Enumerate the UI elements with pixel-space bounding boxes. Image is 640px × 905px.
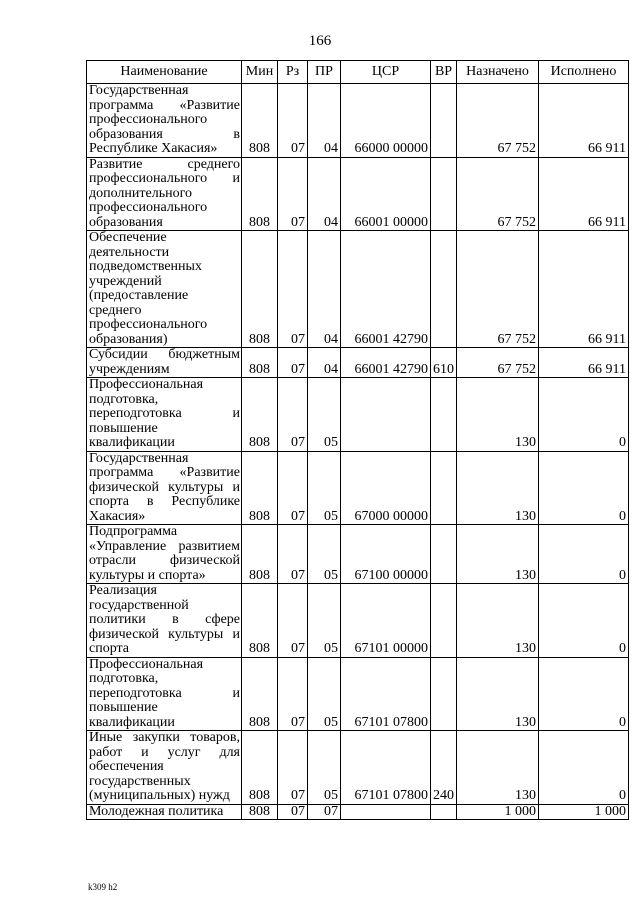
- row-executed: 0: [539, 451, 629, 525]
- row-rz: 07: [278, 804, 308, 820]
- row-min: 808: [242, 657, 278, 731]
- row-rz: 07: [278, 231, 308, 348]
- row-assigned: 67 752: [457, 348, 539, 378]
- row-name: Подпрограмма «Управление развитием отрасли физической культуры и спорта»: [87, 525, 242, 584]
- header-executed: Исполнено: [539, 61, 629, 84]
- row-assigned: 130: [457, 584, 539, 658]
- row-name: Государственная программа «Развитие профессионального образования в Республике Хакасия»: [87, 84, 242, 158]
- table-header-row: [87, 61, 629, 84]
- row-csr: 67101 00000: [341, 584, 431, 658]
- row-executed: 0: [539, 657, 629, 731]
- row-csr: [341, 378, 431, 452]
- row-min: 808: [242, 157, 278, 231]
- row-pr: 04: [308, 84, 341, 158]
- row-executed: 66 911: [539, 84, 629, 158]
- table-row: [87, 525, 629, 584]
- row-pr: 04: [308, 231, 341, 348]
- row-assigned: 67 752: [457, 84, 539, 158]
- row-pr: 04: [308, 157, 341, 231]
- row-min: 808: [242, 231, 278, 348]
- row-assigned: 67 752: [457, 157, 539, 231]
- row-min: 808: [242, 348, 278, 378]
- row-csr: 67101 07800: [341, 657, 431, 731]
- table-row: [87, 657, 629, 731]
- row-rz: 07: [278, 657, 308, 731]
- row-min: 808: [242, 584, 278, 658]
- row-vr: [431, 804, 457, 820]
- header-assigned: Назначено: [457, 61, 539, 84]
- row-executed: 0: [539, 378, 629, 452]
- row-vr: [431, 657, 457, 731]
- row-min: 808: [242, 451, 278, 525]
- row-executed: 0: [539, 584, 629, 658]
- row-rz: 07: [278, 378, 308, 452]
- row-csr: 67000 00000: [341, 451, 431, 525]
- budget-table: [86, 60, 629, 820]
- row-csr: 67101 07800: [341, 731, 431, 805]
- row-name: Субсидии бюджетным учреждениям: [87, 348, 242, 378]
- table-row: [87, 348, 629, 378]
- row-assigned: 130: [457, 731, 539, 805]
- row-rz: 07: [278, 451, 308, 525]
- row-pr: 05: [308, 451, 341, 525]
- header-min: Мин: [242, 61, 278, 84]
- row-vr: [431, 157, 457, 231]
- row-csr: 66001 42790: [341, 348, 431, 378]
- row-rz: 07: [278, 84, 308, 158]
- row-csr: 66001 00000: [341, 157, 431, 231]
- header-name: Наименование: [87, 61, 242, 84]
- row-pr: 05: [308, 657, 341, 731]
- row-assigned: 1 000: [457, 804, 539, 820]
- row-csr: 66001 42790: [341, 231, 431, 348]
- row-vr: 240: [431, 731, 457, 805]
- table-row: [87, 731, 629, 805]
- row-assigned: 130: [457, 451, 539, 525]
- row-rz: 07: [278, 731, 308, 805]
- row-vr: [431, 525, 457, 584]
- row-rz: 07: [278, 525, 308, 584]
- row-vr: [431, 584, 457, 658]
- row-name: Молодежная политика: [87, 804, 242, 820]
- row-min: 808: [242, 731, 278, 805]
- header-pr: ПР: [308, 61, 341, 84]
- header-rz: Рз: [278, 61, 308, 84]
- row-assigned: 130: [457, 525, 539, 584]
- row-assigned: 130: [457, 657, 539, 731]
- row-executed: 0: [539, 731, 629, 805]
- row-executed: 66 911: [539, 231, 629, 348]
- row-pr: 07: [308, 804, 341, 820]
- header-vr: ВР: [431, 61, 457, 84]
- page-number: 166: [308, 33, 332, 49]
- table-row: [87, 378, 629, 452]
- row-vr: [431, 378, 457, 452]
- row-pr: 05: [308, 378, 341, 452]
- row-min: 808: [242, 84, 278, 158]
- table-row: [87, 584, 629, 658]
- row-name: Обеспечение деятельности подведомственных учреждений (предоставление среднего профессионального образования): [87, 231, 242, 348]
- table-row: [87, 157, 629, 231]
- row-csr: 67100 00000: [341, 525, 431, 584]
- row-executed: 66 911: [539, 348, 629, 378]
- table-row: [87, 231, 629, 348]
- row-rz: 07: [278, 157, 308, 231]
- row-executed: 1 000: [539, 804, 629, 820]
- footer-code: k309 h2: [88, 882, 118, 892]
- row-pr: 04: [308, 348, 341, 378]
- row-assigned: 130: [457, 378, 539, 452]
- row-name: Реализация государственной политики в сфере физической культуры и спорта: [87, 584, 242, 658]
- row-csr: [341, 804, 431, 820]
- row-min: 808: [242, 378, 278, 452]
- row-vr: 610: [431, 348, 457, 378]
- row-executed: 66 911: [539, 157, 629, 231]
- row-min: 808: [242, 804, 278, 820]
- row-name: Государственная программа «Развитие физической культуры и спорта в Республике Хакасия»: [87, 451, 242, 525]
- row-vr: [431, 84, 457, 158]
- row-name: Профессиональная подготовка, переподготовка и повышение квалификации: [87, 378, 242, 452]
- table-row: [87, 84, 629, 158]
- table-row: [87, 804, 629, 820]
- row-rz: 07: [278, 348, 308, 378]
- row-pr: 05: [308, 584, 341, 658]
- row-name: Профессиональная подготовка, переподготовка и повышение квалификации: [87, 657, 242, 731]
- row-min: 808: [242, 525, 278, 584]
- row-vr: [431, 451, 457, 525]
- row-name: Развитие среднего профессионального и дополнительного профессионального образования: [87, 157, 242, 231]
- row-executed: 0: [539, 525, 629, 584]
- row-pr: 05: [308, 525, 341, 584]
- header-csr: ЦСР: [341, 61, 431, 84]
- row-vr: [431, 231, 457, 348]
- row-pr: 05: [308, 731, 341, 805]
- row-rz: 07: [278, 584, 308, 658]
- row-name: Иные закупки товаров, работ и услуг для обеспечения государственных (муниципальных) нужд: [87, 731, 242, 805]
- row-csr: 66000 00000: [341, 84, 431, 158]
- table-row: [87, 451, 629, 525]
- row-assigned: 67 752: [457, 231, 539, 348]
